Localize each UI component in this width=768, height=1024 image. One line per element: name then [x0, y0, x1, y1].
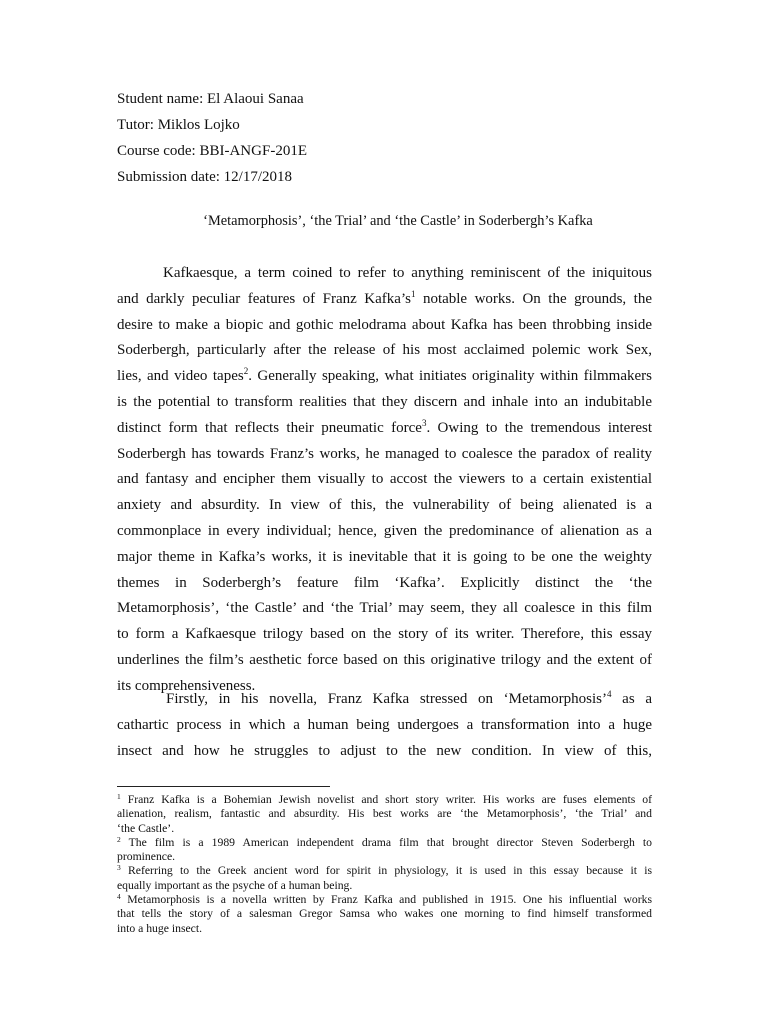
footnote-1: $^1$ Franz Kafka is a Bohemian Jewish novelist and short story writer. His works are fuses elements of — [117, 792, 653, 806]
text-line: anxiety and absurdity. In view of this, the vulnerability of being alienated is a — [117, 497, 652, 514]
text-line: is the potential to transform realities that they discern and inhale into an indubitable — [117, 393, 652, 410]
course-code: Course code: BBI-ANGF-201E — [117, 143, 307, 159]
text-line: Soderbergh has towards Franz’s works, he managed to coalesce the paradox of reality — [117, 445, 652, 462]
footnote-ref-3: 3 — [421, 417, 427, 428]
text-line: cathartic process in which a human being undergoes a transformation into a huge — [117, 716, 652, 733]
text-line: major theme in Kafka’s works, it is inevitable that it is going to be one the weighty — [117, 548, 652, 565]
text-line: Metamorphosis’, ‘the Castle’ and ‘the Trial’ may seem, they all coalesce in this film — [117, 600, 652, 617]
footnote-ref-1: 1 — [410, 288, 416, 299]
text-line: Soderbergh, particularly after the release of his most acclaimed polemic work Sex, — [117, 342, 652, 359]
text-line: Firstly, in his novella, Franz Kafka stressed on ‘Metamorphosis’$^4$ as a — [166, 689, 652, 707]
text-line: and darkly peculiar features of Franz Kafka’s$^1$ notable works. On the grounds, the — [117, 288, 652, 307]
text-line: desire to make a biopic and gothic melodrama about Kafka has been throbbing inside — [117, 316, 652, 333]
footnote-ref-2: 2 — [243, 366, 249, 377]
text-line: distinct form that reflects their pneumatic force$^3$. Owing to the tremendous interest — [117, 417, 652, 436]
text-line: commonplace in every individual; hence, given the predominance of alienation as a — [117, 522, 652, 539]
text-line: underlines the film’s aesthetic force based on this originative trilogy and the extent of — [117, 651, 652, 668]
paragraph-2 — [117, 687, 652, 764]
text-line: to form a Kafkaesque trilogy based on the story of its writer. Therefore, this essay — [117, 626, 652, 643]
text-line: lies, and video tapes$^2$. Generally speaking, what initiates originality within filmmakers — [117, 366, 652, 385]
footnote-separator — [117, 786, 330, 787]
footnote-2-cont: prominence. — [117, 850, 176, 864]
footnote-1-cont: alienation, realism, fantastic and absurdity. His best works are ‘the Metamorphosis’, ‘the Trial’ and — [117, 807, 652, 821]
submission-date: Submission date: 12/17/2018 — [117, 169, 293, 185]
student-info-header — [117, 86, 307, 190]
footnote-1-cont: ‘the Castle’. — [117, 821, 175, 835]
text-line: its comprehensiveness. — [117, 677, 256, 694]
footnotes — [117, 793, 652, 936]
footnote-3: $^3$ Referring to the Greek ancient word for spirit in physiology, it is used in this essay because it is — [117, 863, 652, 878]
student-name: Student name: El Alaoui Sanaa — [117, 91, 304, 107]
text-line: and fantasy and encipher them visually to accost the viewers to a certain existential — [117, 471, 652, 488]
footnote-4-cont: into a huge insect. — [117, 921, 203, 935]
footnote-4-cont: that tells the story of a salesman Gregor Samsa who wakes one morning to find himself transformed — [117, 907, 652, 921]
tutor-name: Tutor: Miklos Lojko — [117, 117, 240, 133]
footnote-2: $^2$ The film is a 1989 American independent drama film that brought director Steven Soderbergh to — [117, 834, 652, 849]
text-line: themes in Soderbergh’s feature film ‘Kafka’. Explicitly distinct the ‘the — [117, 574, 652, 591]
text-line: insect and how he struggles to adjust to the new condition. In view of this, — [117, 742, 652, 759]
paragraph-1 — [117, 261, 652, 700]
footnote-ref-4: 4 — [607, 689, 612, 699]
footnote-3-cont: equally important as the psyche of a human being. — [117, 878, 353, 892]
footnote-4: $^4$ Metamorphosis is a novella written by Franz Kafka and published in 1915. One his influential works — [117, 892, 653, 907]
essay-title: ‘Metamorphosis’, ‘the Trial’ and ‘the Castle’ in Soderbergh’s Kafka — [203, 213, 593, 229]
text-line: Kafkaesque, a term coined to refer to anything reminiscent of the iniquitous — [163, 265, 652, 281]
